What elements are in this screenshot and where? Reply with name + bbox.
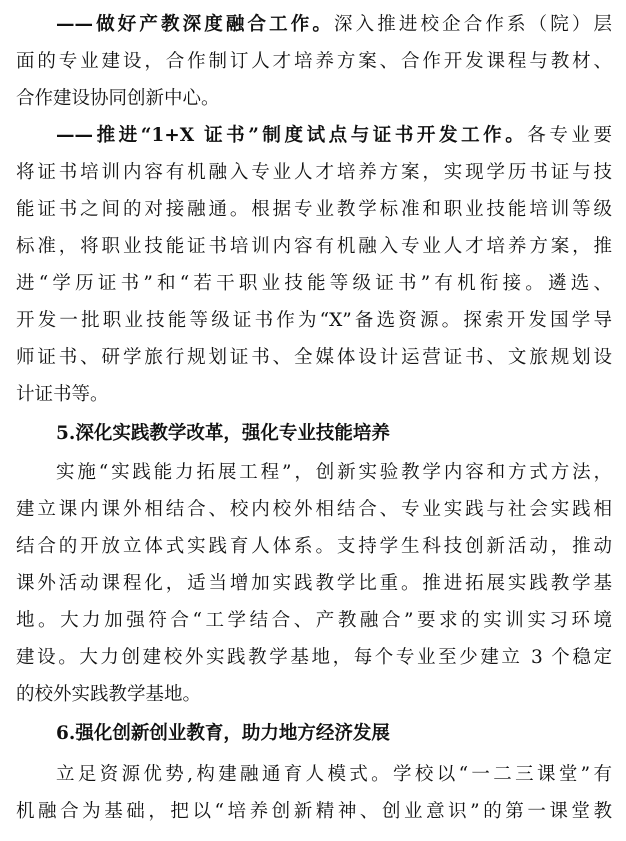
text-run: 各专业要 — [527, 125, 612, 146]
text-line — [56, 762, 612, 788]
text-line — [16, 49, 612, 75]
text-run: 开发一批职业技能等级证书作为“X”备选资源。探索开发国学导 — [16, 310, 612, 331]
text-run: 师证书、研学旅行规划证书、全媒体设计运营证书、文旅规划设 — [16, 347, 612, 368]
text-line — [56, 12, 612, 38]
text-line — [16, 197, 612, 223]
text-run: 面的专业建设，合作制订人才培养方案、合作开发课程与教材、 — [16, 51, 612, 72]
text-line — [16, 682, 612, 708]
text-line — [16, 534, 612, 560]
text-line — [16, 345, 612, 371]
text-run: 的校外实践教学基地。 — [16, 684, 202, 705]
text-line — [16, 382, 612, 408]
text-line — [16, 497, 612, 523]
section-heading — [56, 421, 612, 447]
text-run: 结合的开放立体式实践育人体系。支持学生科技创新活动，推动 — [16, 536, 612, 557]
section-heading-text: 6.强化创新创业教育，助力地方经济发展 — [56, 723, 390, 744]
text-line — [16, 608, 612, 634]
text-run: 机融合为基础，把以“培养创新精神、创业意识”的第一课堂教 — [16, 801, 612, 822]
text-run: 立足资源优势,构建融通育人模式。学校以“一二三课堂”有 — [56, 764, 612, 785]
section-heading — [56, 721, 612, 747]
text-run: 进“学历证书”和“若干职业技能等级证书”有机衔接。遴选、 — [16, 273, 612, 294]
text-run: 将证书培训内容有机融入专业人才培养方案，实现学历书证与技 — [16, 162, 612, 183]
text-run: 地。大力加强符合“工学结合、产教融合”要求的实训实习环境 — [16, 610, 612, 631]
text-run: 合作建设协同创新中心。 — [16, 88, 220, 109]
text-run: 实施“实践能力拓展工程”，创新实验教学内容和方式方法， — [56, 462, 612, 483]
text-line — [56, 460, 612, 486]
text-run: 课外活动课程化，适当增加实践教学比重。推进拓展实践教学基 — [16, 573, 612, 594]
text-line — [16, 308, 612, 334]
text-line — [16, 86, 612, 112]
text-run: 标准，将职业技能证书培训内容有机融入专业人才培养方案，推 — [16, 236, 612, 257]
text-line — [16, 645, 612, 671]
text-line — [16, 160, 612, 186]
text-line — [16, 799, 612, 825]
text-line — [16, 571, 612, 597]
text-line — [56, 123, 612, 149]
section-heading-text: 5.深化实践教学改革，强化专业技能培养 — [56, 423, 390, 444]
text-run: 建设。大力创建校外实践教学基地，每个专业至少建立 3 个稳定 — [16, 647, 612, 668]
bold-lead-phrase: ——做好产教深度融合工作。 — [56, 14, 334, 35]
text-run: 能证书之间的对接融通。根据专业教学标准和职业技能培训等级 — [16, 199, 612, 220]
text-run: 计证书等。 — [16, 384, 109, 405]
text-run: 建立课内课外相结合、校内校外相结合、专业实践与社会实践相 — [16, 499, 612, 520]
text-line — [16, 271, 612, 297]
text-line — [16, 234, 612, 260]
text-run: 深入推进校企合作系（院）层 — [334, 14, 612, 35]
bold-lead-phrase: ——推进“1+X 证书”制度试点与证书开发工作。 — [56, 125, 528, 146]
